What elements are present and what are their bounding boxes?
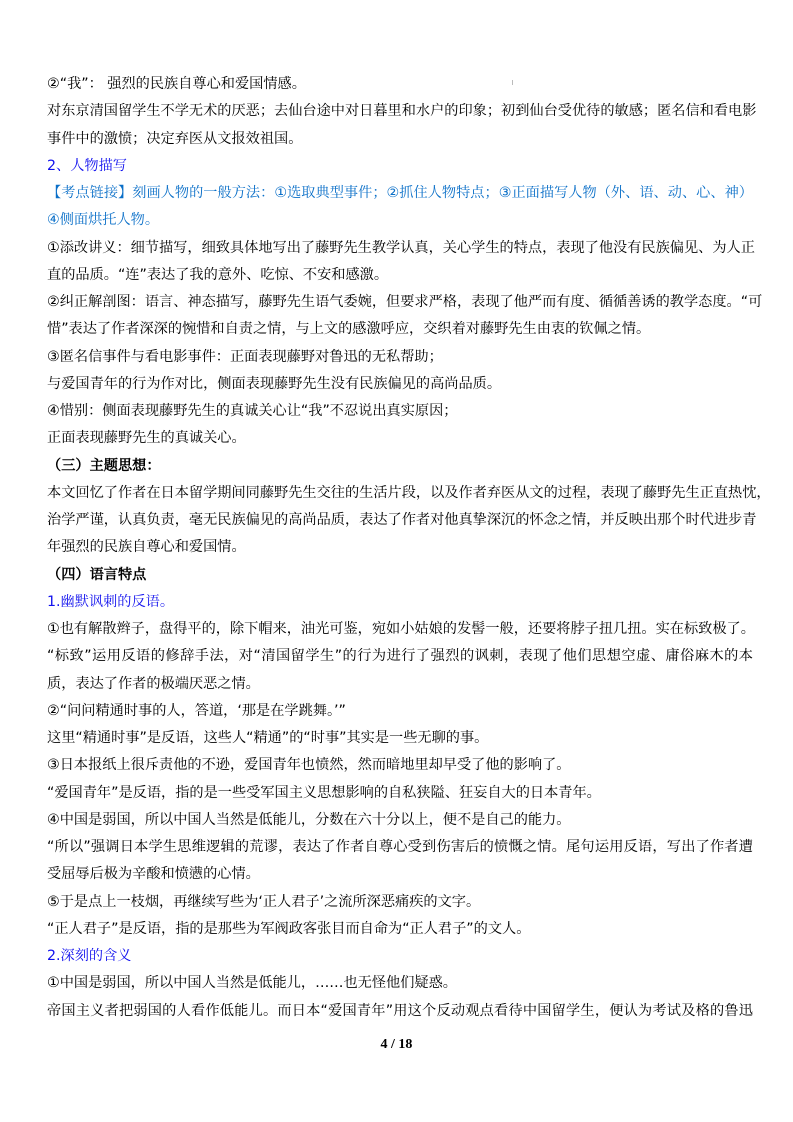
paragraph-point-2 bbox=[47, 289, 763, 344]
text-line: ③匿名信事件与看电影事件：正面表现藤野对鲁迅的无私帮助； bbox=[47, 348, 443, 365]
paragraph-section-language bbox=[47, 562, 753, 589]
text-line: 2、人物描写 bbox=[47, 157, 127, 174]
page-number: 4 / 18 bbox=[380, 1037, 413, 1052]
text-line: 惜”表达了作者深深的惋惜和自责之情，与上文的感激呼应，交织着对藤野先生由衷的钦佩之情。 bbox=[47, 321, 651, 338]
text-line: 受屈辱后极为辛酸和愤懑的心情。 bbox=[47, 866, 260, 883]
text-line: ④侧面烘托人物。 bbox=[47, 212, 160, 229]
paragraph-emotion-list bbox=[47, 98, 757, 153]
paragraph-point-3 bbox=[47, 344, 753, 399]
paragraph-irony-1 bbox=[47, 616, 753, 698]
text-line: 事件中的激愤；决定弃医从文报效祖国。 bbox=[47, 130, 303, 147]
paragraph-meaning-1 bbox=[47, 970, 753, 1025]
text-line: 与爱国青年的行为作对比，侧面表现藤野先生没有民族偏见的高尚品质。 bbox=[47, 375, 502, 392]
text-line: 本文回忆了作者在日本留学期间同藤野先生交往的生活片段，以及作者弃医从文的过程，表现了藤野先生正直热忱， bbox=[47, 484, 771, 501]
text-line: ①中国是弱国，所以中国人当然是低能儿，……也无怪他们疑惑。 bbox=[47, 975, 457, 992]
paragraph-section-theme bbox=[47, 453, 753, 480]
text-line: 质，表达了作者的极端厌恶之情。 bbox=[47, 675, 260, 692]
paragraph-irony-2 bbox=[47, 698, 753, 753]
text-line: 这里“精通时事”是反语，这些人“精通”的“时事”其实是一些无聊的事。 bbox=[47, 730, 489, 746]
paragraph-irony-4 bbox=[47, 807, 753, 889]
text-line: ②“我”： 强烈的民族自尊心和爱国情感。 bbox=[47, 76, 306, 92]
text-line: “标致”运用反语的修辞手法，对“清国留学生”的行为进行了强烈的讽刺，表现了他们思想空虚、庸俗麻木的本 bbox=[47, 648, 753, 665]
paragraph-irony-5 bbox=[47, 889, 753, 944]
text-line: 正面表现藤野先生的真诚关心。 bbox=[47, 430, 246, 447]
text-line: 直的品质。“连”表达了我的意外、吃惊、不安和感激。 bbox=[47, 266, 389, 283]
text-line: ②纠正解剖图：语言、神态描写，藤野先生语气委婉，但要求严格，表现了他严而有度、循循善诱的教学态度。“可 bbox=[47, 294, 763, 310]
text-line: “爱国青年”是反语，指的是一些受军国主义思想影响的自私狭隘、狂妄自大的日本青年。 bbox=[47, 784, 601, 801]
paragraph-point-1 bbox=[47, 235, 753, 290]
paragraph-theme-text bbox=[47, 480, 771, 562]
text-line: 治学严谨，认真负责，毫无民族偏见的高尚品质，表达了作者对他真挚深沉的怀念之情，并反映出那个时代进步青 bbox=[47, 512, 757, 528]
text-line: 2.深刻的含义 bbox=[47, 948, 132, 964]
paragraph-meaning-heading bbox=[47, 943, 753, 970]
text-line: 1.幽默讽刺的反语。 bbox=[47, 593, 175, 610]
text-line: （三）主题思想： bbox=[47, 457, 161, 474]
paragraph-exam-link bbox=[47, 180, 753, 235]
text-line: ④惜别：侧面表现藤野先生的真诚关心让“我”不忍说出真实原因； bbox=[47, 403, 458, 419]
text-line: “所以”强调日本学生思维逻辑的荒谬，表达了作者自尊心受到伤害后的愤慨之情。尾句运用反语，写出了作者遭 bbox=[47, 839, 753, 855]
text-line: ④中国是弱国，所以中国人当然是低能儿，分数在六十分以上，便不是自己的能力。 bbox=[47, 811, 571, 828]
text-line: 对东京清国留学生不学无术的厌恶；去仙台途中对日暮里和水户的印象；初到仙台受优待的敏感；匿名信和看电影 bbox=[47, 103, 757, 120]
text-line: 年强烈的民族自尊心和爱国情。 bbox=[47, 539, 246, 556]
document-body bbox=[47, 71, 771, 1025]
text-line: 【考点链接】刻画人物的一般方法：①选取典型事件；②抓住人物特点；③正面描写人物（外、语、动、心、神） bbox=[47, 185, 753, 201]
text-line: ①也有解散辫子，盘得平的，除下帽来，油光可鉴，宛如小姑娘的发髻一般，还要将脖子扭几扭。实在标致极了。 bbox=[47, 621, 755, 637]
paragraph-point-4 bbox=[47, 398, 753, 453]
paragraph-irony-3 bbox=[47, 752, 753, 807]
paragraph-section-character-description bbox=[47, 153, 753, 180]
text-line: （四）语言特点 bbox=[47, 566, 147, 583]
text-line: “正人君子”是反语，指的是那些为军阀政客张目而自命为“正人君子”的文人。 bbox=[47, 920, 531, 937]
text-line: ②“问问精通时事的人，答道，‘那是在学跳舞。’” bbox=[47, 702, 346, 719]
text-line: ③日本报纸上很斥责他的不逊，爱国青年也愤然，然而暗地里却早受了他的影响了。 bbox=[47, 757, 571, 774]
text-line: 帝国主义者把弱国的人看作低能儿。而日本“爱国青年”用这个反动观点看待中国留学生，便认为考试及格的鲁迅 bbox=[47, 1002, 753, 1019]
paragraph-irony-heading bbox=[47, 589, 753, 616]
paragraph-wo-emotion bbox=[47, 71, 753, 98]
text-line: ①添改讲义：细节描写，细致具体地写出了藤野先生教学认真，关心学生的特点，表现了他没有民族偏见、为人正 bbox=[47, 239, 755, 256]
text-line: ⑤于是点上一枝烟，再继续写些为‘正人君子’之流所深恶痛疾的文字。 bbox=[47, 893, 481, 910]
